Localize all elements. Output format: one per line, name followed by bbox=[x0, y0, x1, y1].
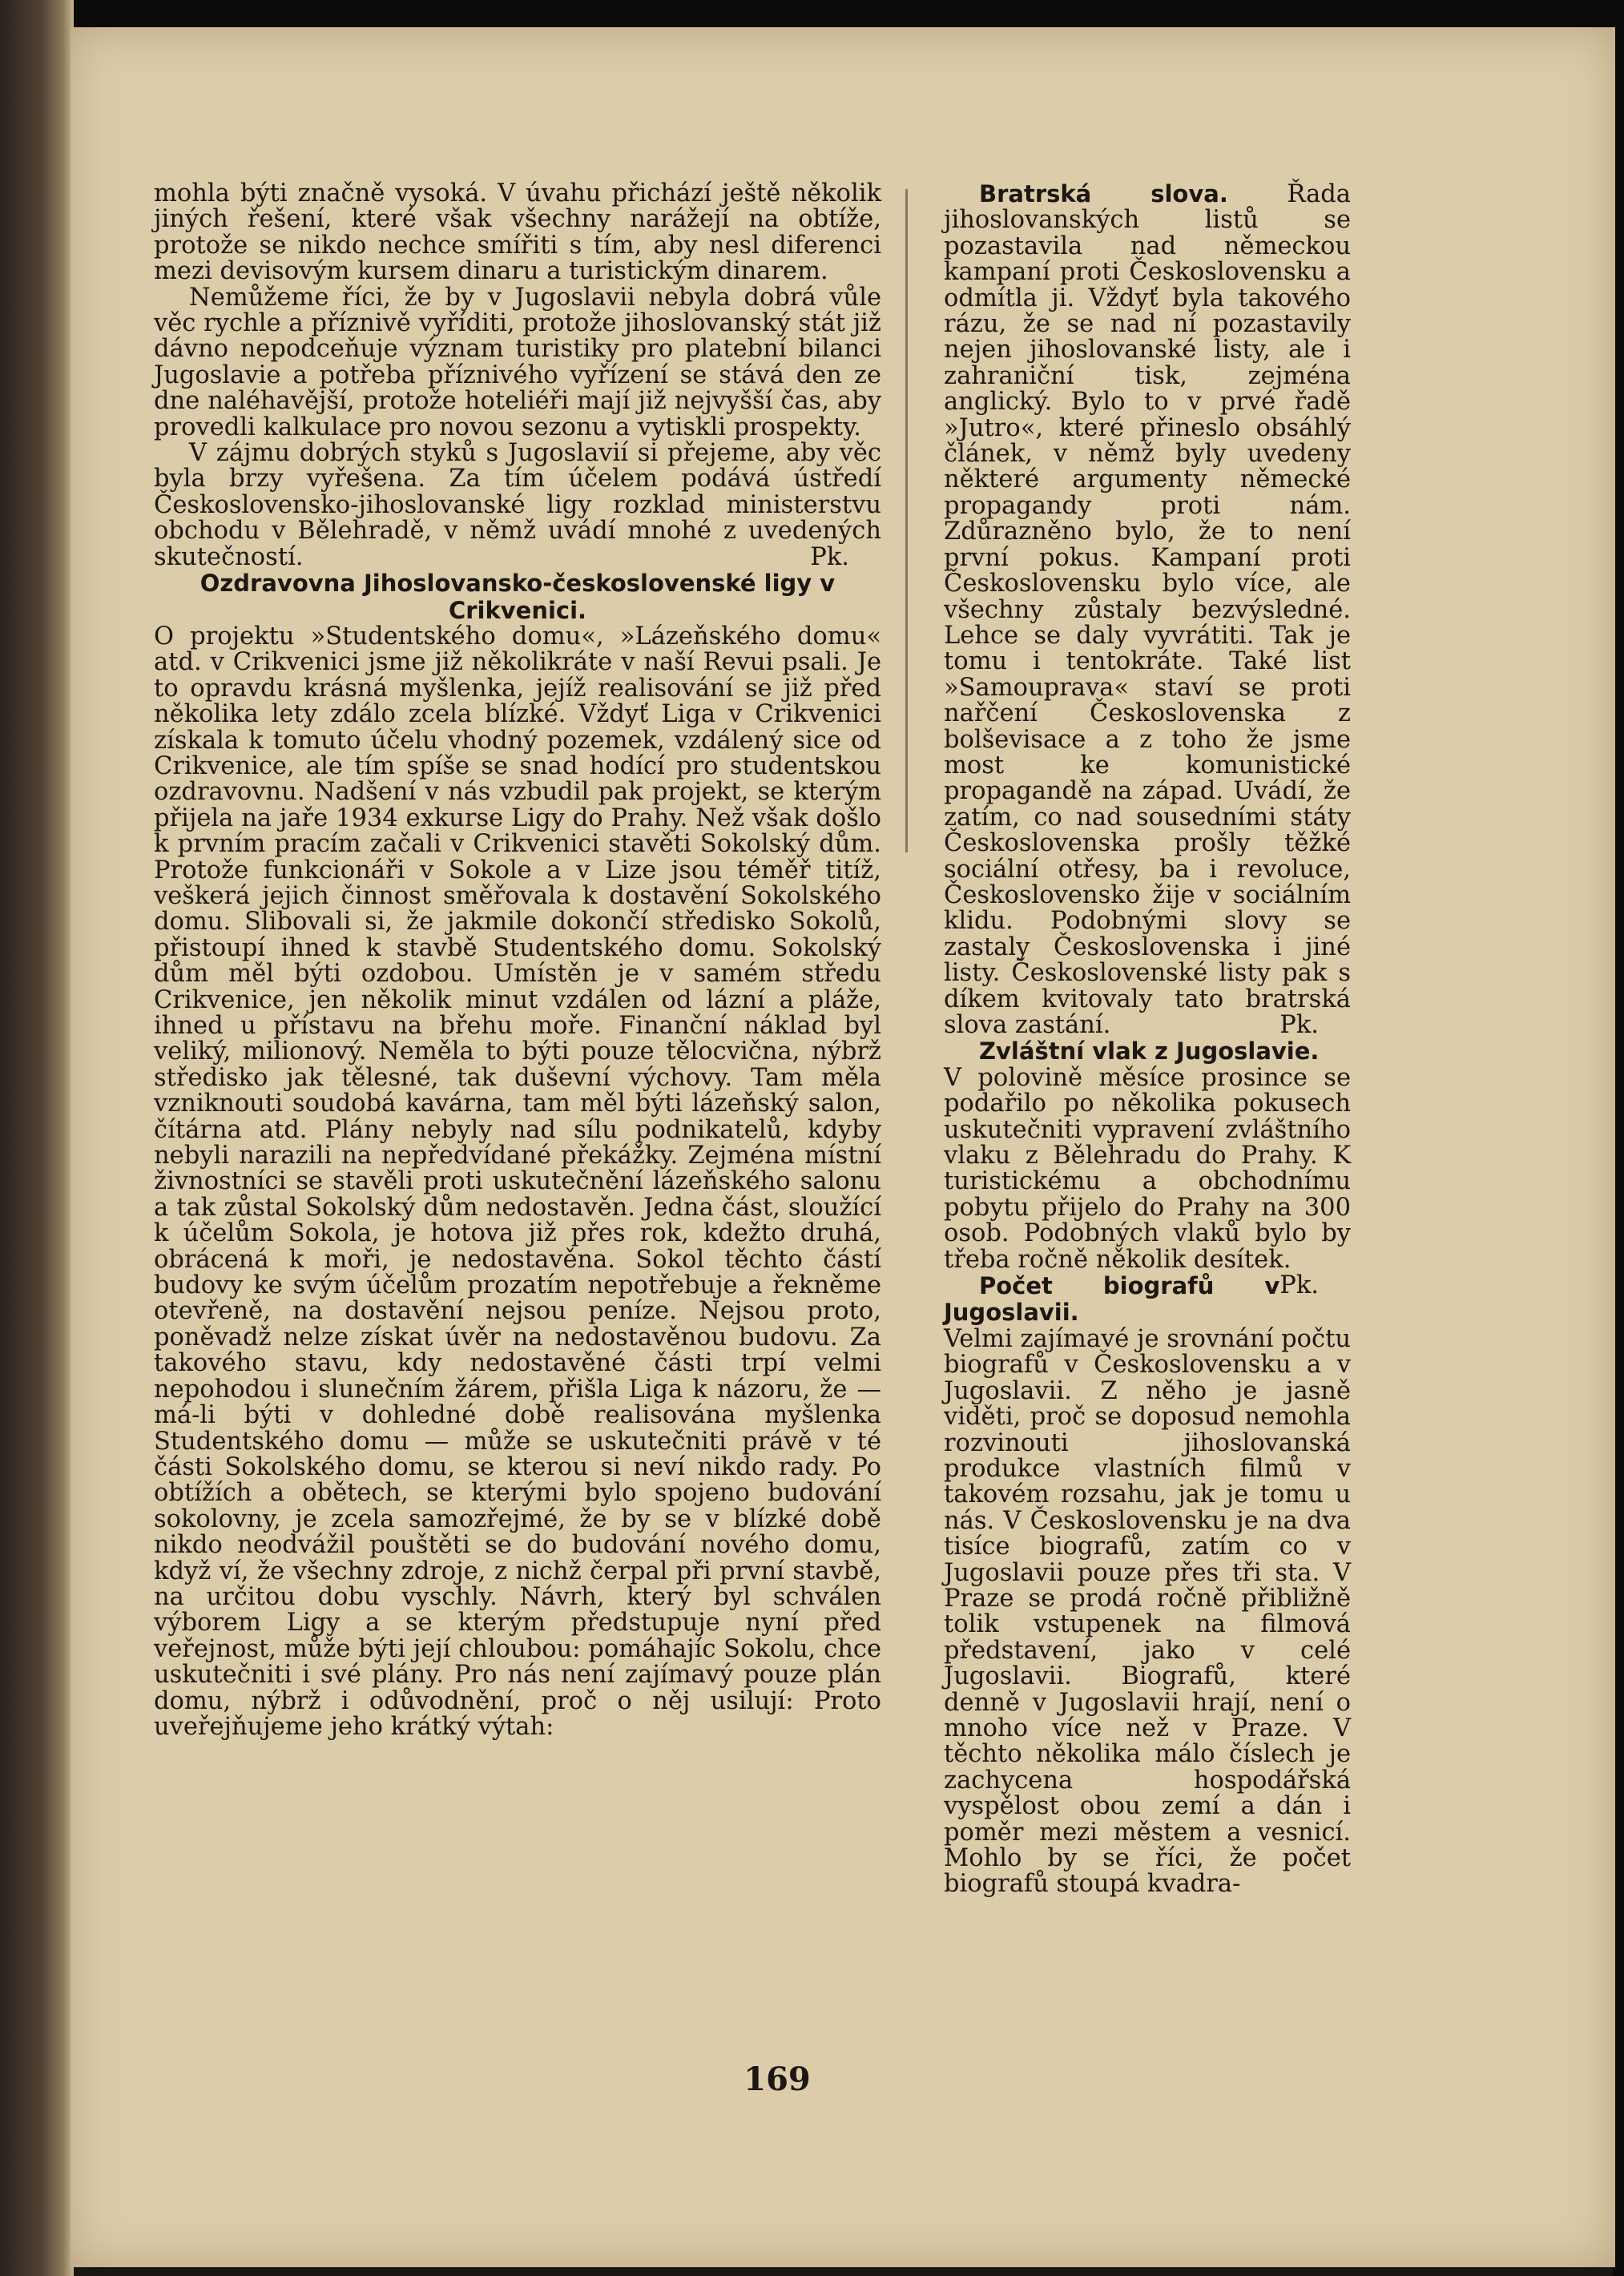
paragraph-styky-text: V zájmu dobrých styků s Jugoslavií si přejeme, aby věc byla brzy vyřešena. Za tím účelem podává ústředí Československo-jihoslovanské ligy rozklad ministerstvu obchodu v Bělehradě, v němž uvádí mnohé z uvedených skutečností. bbox=[154, 439, 881, 571]
paragraph-styky bbox=[154, 441, 881, 570]
heading-bratrska-slova: Bratrská slova. bbox=[979, 180, 1228, 207]
column-divider bbox=[905, 189, 908, 852]
author-signature: Pk. bbox=[1279, 1271, 1319, 1300]
scan-top-edge bbox=[0, 0, 1624, 29]
left-column bbox=[154, 181, 881, 1740]
book-spine-shadow bbox=[0, 0, 74, 2276]
page-number: 169 bbox=[743, 2060, 811, 2098]
paragraph-continuation: mohla býti značně vysoká. V úvahu přichází ještě několik jiných řešení, které však všechny narážejí na obtíže, protože se nikdo nechce smířiti s tím, aby nesl diferenci mezi devisovým kursem dinaru a turistickým dinarem. bbox=[154, 179, 881, 286]
paragraph-bratrska-slova bbox=[944, 181, 1351, 1038]
paragraph-bratrska-slova-text: Řada jihoslovanských listů se pozastavila nad německou kampaní proti Československu a odmítla ji. Vždyť byla takového rázu, že se nad ní pozastavily nejen jihoslovanské listy, ale i zahraniční tisk, zejména anglický. Bylo to v prvé řadě »Jutro«, které přineslo obsáhlý článek, v němž byly uvedeny některé argumenty německé propagandy proti nám. Zdůrazněno bylo, že to není první pokus. Kampaní proti Československu bylo více, ale všechny zůstaly bezvýsledné. Lehce se daly vyvrátiti. Tak je tomu i tentokráte. Také list »Samouprava« staví se proti nařčení Československa z bolševisace a z toho že jsme most ke komunistické propagandě na západ. Uvádí, že zatím, co nad sousedními státy Československa prošly těžké sociální otřesy, ba i revoluce, Československo žije v sociálním klidu. Podobnými slovy se zastaly Československa i jiné listy. Československé listy pak s díkem kvitovaly tato bratrská slova zastání. bbox=[944, 180, 1351, 1039]
paragraph-jugoslavie: Nemůžeme říci, že by v Jugoslavii nebyla dobrá vůle věc rychle a příznivě vyříditi, protože jihoslovanský stát již dávno nepodceňuje význam turistiky pro platební bilanci Jugoslavie a potřeba příznivého vyřízení se stává den ze dne naléhavější, protože hoteliéři mají již nejvyšší čas, aby provedli kalkulace pro novou sezonu a vytiskli prospekty. bbox=[154, 283, 881, 441]
heading-zvlastni-vlak: Zvláštní vlak z Jugoslavie. bbox=[979, 1037, 1320, 1065]
heading-pocet-biografu: Počet biografů v Jugoslavii. bbox=[944, 1272, 1280, 1327]
author-signature: Pk. bbox=[1279, 1011, 1319, 1039]
section-heading-vlak bbox=[944, 1038, 1351, 1065]
paragraph-biografy: Velmi zajímavé je srovnání počtu biografů v Československu a v Jugoslavii. Z něho je jasně viděti, proč se doposud nemohla rozvinouti jihoslovanská produkce vlastních filmů v takovém rozsahu, jak je tomu u nás. V Československu je na dva tisíce biografů, zatím co v Jugoslavii pouze přes tři sta. V Praze se prodá ročně přibližně tolik vstupenek na filmová představení, jako v celé Jugoslavii. Biografů, které denně v Jugoslavii hrají, není o mnoho více než v Praze. V těchto několika málo číslech je zachycena hospodářská vyspělost obou zemí a dán i poměr mezi městem a vesnicí. Mohlo by se říci, že počet biografů stoupá kvadra- bbox=[944, 1324, 1351, 1899]
heading-ozdravovna: Ozdravovna Jihoslovansko-československé ligy v Crikvenici. bbox=[199, 570, 836, 624]
paragraph-ozdravovna: O projektu »Studentského domu«, »Lázeňského domu« atd. v Crikvenici jsme již několikráte v naší Revui psali. Je to opravdu krásná myšlenka, jejíž realisování se již před několika lety zdálo zcela blízké. Vždyť Liga v Crikvenici získala k tomuto účelu vhodný pozemek, vzdálený sice od Crikvenice, ale tím spíše se snad hodící pro studentskou ozdravovnu. Nadšení v nás vzbudil pak projekt, se kterým přijela na jaře 1934 exkurse Ligy do Prahy. Než však došlo k prvním pracím začali v Crikvenici stavěti Sokolský dům. Protože funkcionáři v Sokole a v Lize jsou téměř titíž, veškerá jejich činnost směřovala k dostavění Sokolského domu. Slibovali si, že jakmile dokončí středisko Sokolů, přistoupí ihned k stavbě Studentského domu. Sokolský dům měl býti ozdobou. Umístěn je v samém středu Crikvenice, jen několik minut vzdálen od lázní a pláže, ihned u přístavu na břehu moře. Finanční náklad byl veliký, milionový. Neměla to býti pouze tělocvična, nýbrž středisko jak tělesné, tak duševní výchovy. Tam měla vzniknouti soudobá kavárna, tam měl býti lázeňský salon, čítárna atd. Plány nebyly nad sílu podnikatelů, kdyby nebyli narazili na nepředvídané překážky. Zejména místní živnostníci se stavěli proti uskutečnění lázeňského salonu a tak zůstal Sokolský dům nedostavěn. Jedna část, sloužící k účelům Sokola, je hotova již přes rok, kdežto druhá, obrácená k moři, je nedostavěna. Sokol těchto částí budovy ke svým účelům prozatím nepotřebuje a řekněme otevřeně, na dostavění nejsou peníze. Nejsou proto, poněvadž nelze získat úvěr na nedostavěnou budovu. Za takového stavu, kdy nedostavěné části trpí velmi nepohodou i slunečním žárem, přišla Liga k názoru, že — má-li býti v dohledné době realisována myšlenka Studentského domu — může se uskutečniti právě v té části Sokolského domu, se kterou si neví nikdo rady. Po obtížích a obětech, se kterými bylo spojeno budování sokolovny, je zcela samozřejmé, že by se v blízké době nikdo neodvážil pouštěti se do budování nového domu, když ví, že všechny zdroje, z nichž čerpal při první stavbě, na určitou dobu vyschly. Návrh, který byl schválen výborem Ligy a se kterým předstupuje nyní před veřejnost, může býti její chloubou: pomáhajíc Sokolu, chce uskutečniti i své plány. Pro nás není zajímavý pouze plán domu, nýbrž i odůvodnění, proč o něj usilují: Proto uveřejňujeme jeho krátký výtah: bbox=[154, 622, 881, 1741]
right-column bbox=[944, 181, 1351, 1898]
section-heading-ozdravovna bbox=[154, 570, 881, 624]
author-signature: Pk. bbox=[810, 542, 849, 571]
paragraph-zvlastni-vlak-text: V polovině měsíce prosince se podařilo po několika pokusech uskutečniti vypravení zvláštního vlaku z Bělehradu do Prahy. K turistickému a obchodnímu pobytu přijelo do Prahy na 300 osob. Podobných vlaků bylo by třeba ročně několik desítek. bbox=[944, 1063, 1351, 1274]
